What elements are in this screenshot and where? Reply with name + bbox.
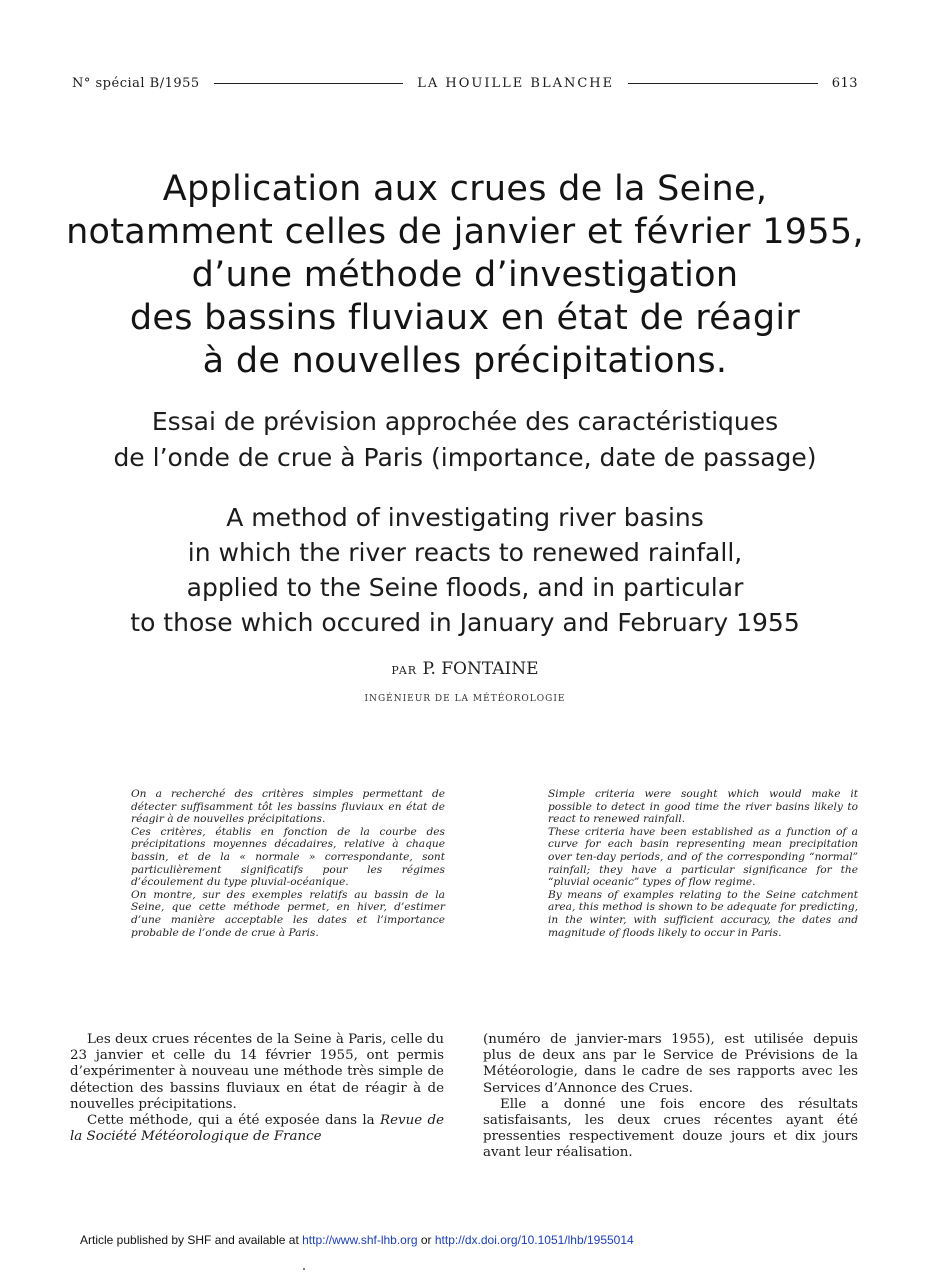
title-line: notamment celles de janvier et février 1955, — [66, 212, 864, 252]
french-subtitle — [40, 404, 890, 476]
abstract-paragraph: These criteria have been established as a function of a curve for each basin representing mean precipitation over ten-day periods, and of the corresponding “normal” rainfall; they have a particular significance for the “pluvial oceanic” types of flow regime. — [548, 825, 858, 889]
header-rule-right — [628, 83, 818, 84]
abstract-paragraph: On a recherché des critères simples permettant de détecter suffisamment tôt les bassins fluviaux en état de réagir à de nouvelles précipitations. — [131, 788, 445, 826]
english-title-line: applied to the Seine floods, and in particular — [186, 573, 744, 602]
abstract-paragraph: On montre, sur des exemples relatifs au bassin de la Seine, que cette méthode permet, en hiver, d’estimer d’une manière acceptable les dates et l’importance probable de l’onde de crue à Paris. — [131, 888, 445, 939]
english-title-line: A method of investigating river basins — [226, 503, 704, 532]
title-line: à de nouvelles précipitations. — [202, 341, 728, 381]
body-paragraph: (numéro de janvier-mars 1955), est utilisée depuis plus de deux ans par le Service de Prévisions de la Météorologie, dans le cadre de ses rapports avec les Services d’Annonce des Crues. — [483, 1032, 858, 1096]
english-title-line: to those which occured in January and February 1955 — [130, 608, 800, 637]
title-line: d’une méthode d’investigation — [191, 255, 739, 295]
publication-footer — [80, 1233, 860, 1247]
footer-prefix: Article published by SHF and available at — [80, 1233, 303, 1247]
abstract-paragraph: Ces critères, établis en fonction de la courbe des précipitations moyennes décadaires, relative à chaque bassin, et de la « normale » correspondante, sont particulièrement significatifs pour les régimes d’écoulement du type pluvial-océanique. — [131, 825, 445, 889]
header-rule-left — [214, 83, 404, 84]
french-title — [40, 168, 890, 383]
doi-link[interactable]: http://dx.doi.org/10.1051/lhb/1955014 — [434, 1233, 634, 1247]
author-byline — [0, 659, 930, 679]
body-column-left — [70, 1032, 444, 1145]
print-speck — [303, 1268, 305, 1270]
body-paragraph: Les deux crues récentes de la Seine à Paris, celle du 23 janvier et celle du 14 février 1955, ont permis d’expérimenter à nouveau une méthode très simple de détection des bassins fluviaux en état de réagir à de nouvelles précipitations. — [70, 1032, 444, 1112]
english-title — [40, 500, 890, 640]
abstract-french — [131, 788, 445, 939]
page-number: 613 — [831, 76, 859, 91]
body-text: Cette méthode, qui a été exposée dans la — [87, 1113, 381, 1129]
body-paragraph — [70, 1113, 444, 1145]
title-line: des bassins fluviaux en état de réagir — [129, 298, 801, 338]
author-name: P. FONTAINE — [422, 659, 539, 679]
issue-label: N° spécial B/1955 — [72, 76, 200, 91]
body-paragraph: Elle a donné une fois encore des résultats satisfaisants, les deux crues récentes ayant été pressenties respectivement douze jours et dix jours avant leur réalisation. — [483, 1096, 858, 1161]
footer-separator: or — [417, 1233, 435, 1247]
subtitle-line: de l’onde de crue à Paris (importance, date de passage) — [113, 443, 817, 472]
journal-name: LA HOUILLE BLANCHE — [417, 76, 615, 91]
author-affiliation: INGÉNIEUR DE LA MÉTÉOROLOGIE — [364, 694, 566, 704]
subtitle-line: Essai de prévision approchée des caractéristiques — [151, 407, 779, 436]
journal-reference: Revue de la Société Météorologique de France — [70, 1113, 444, 1145]
abstract-paragraph: By means of examples relating to the Seine catchment area, this method is shown to be adequate for predicting, in the winter, with sufficient accuracy, the dates and magnitude of floods likely to occur in Paris. — [548, 888, 858, 939]
byline-par: PAR — [391, 664, 418, 677]
running-header — [72, 76, 858, 91]
english-title-line: in which the river reacts to renewed rainfall, — [187, 538, 743, 567]
abstract-paragraph: Simple criteria were sought which would make it possible to detect in good time the river basins likely to react to renewed rainfall. — [548, 788, 858, 826]
title-line: Application aux crues de la Seine, — [162, 169, 768, 209]
shf-link[interactable]: http://www.shf-lhb.org — [302, 1233, 418, 1247]
body-column-right — [483, 1032, 858, 1162]
abstract-english — [548, 788, 858, 939]
